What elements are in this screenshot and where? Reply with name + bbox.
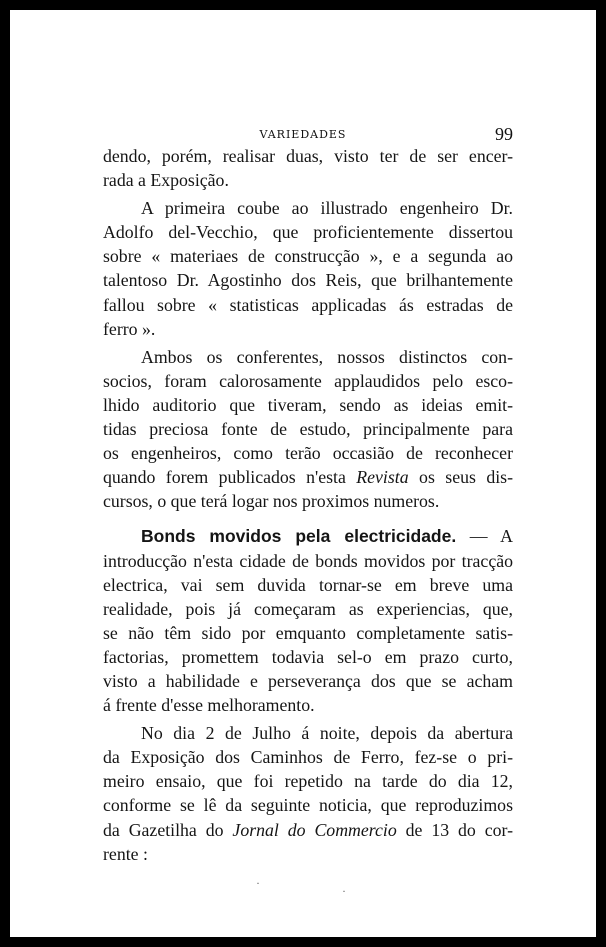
text-line: fallou sobre « statisticas applicadas ás estradas de <box>103 294 513 315</box>
text-line: rada a Exposição. <box>103 170 229 191</box>
text-line: Adolfo del-Vecchio, que proficientemente dissertou <box>103 222 513 243</box>
text-line: introducção n'esta cidade de bonds movidos por tracção <box>103 550 513 571</box>
text-line: visto a habilidade e perseverança dos que se acham <box>103 670 513 691</box>
text-line: meiro ensaio, que foi repetido na tarde do dia 12, <box>103 771 513 792</box>
text-line: factorias, promettem todavia sel-o em prazo curto, <box>103 646 513 667</box>
italic-title: Jornal do Commercio <box>232 819 397 840</box>
text-line: cursos, o que terá logar nos proximos numeros. <box>103 491 440 512</box>
text-line: electrica, vai sem duvida tornar-se em breve uma <box>103 574 513 595</box>
text-line: A primeira coube ao illustrado engenheiro Dr. <box>141 198 513 219</box>
text-line: rente : <box>103 843 148 864</box>
text-line: da Exposição dos Caminhos de Ferro, fez-se o pri- <box>103 747 513 768</box>
paragraph-applause <box>103 345 513 514</box>
text-segment: os seus dis- <box>408 467 513 488</box>
text-segment: quando forem publicados n'esta <box>103 467 357 488</box>
text-line: sobre « materiaes de construcção », e a segunda ao <box>103 246 513 267</box>
text-line: Ambos os conferentes, nossos distinctos con- <box>141 346 513 367</box>
text-line: No dia 2 de Julho á noite, depois da abertura <box>141 723 513 744</box>
text-segment: de 13 do cor- <box>396 819 513 840</box>
section-title: Bonds movidos pela electricidade. <box>141 526 457 547</box>
text-line <box>103 465 513 489</box>
text-line: socios, foram calorosamente applaudidos pelo esco- <box>103 370 513 391</box>
text-line: se não têm sido por emquanto completamente satis- <box>103 622 513 643</box>
print-speck: · <box>342 884 346 898</box>
text-line: talentoso Dr. Agostinho dos Reis, que brilhantemente <box>103 270 513 291</box>
text-line <box>103 818 513 842</box>
book-page <box>10 10 596 937</box>
page-number: 99 <box>495 124 513 144</box>
section-heading-line <box>103 524 513 548</box>
text-line: dendo, porém, realisar duas, visto ter de ser encer- <box>103 146 513 166</box>
running-head: VARIEDADES <box>259 128 347 141</box>
text-line: conforme se lê da seguinte noticia, que reproduzimos <box>103 795 513 816</box>
section-electric-trams <box>103 524 513 717</box>
paragraph-continuation <box>103 144 513 192</box>
text-segment: da Gazetilha do <box>103 819 233 840</box>
paragraph-first-trial <box>103 721 513 866</box>
print-speck: · <box>256 876 260 890</box>
page-header <box>10 122 596 146</box>
text-line: ferro ». <box>103 318 156 339</box>
paragraph-lecturers <box>103 196 513 341</box>
text-line: á frente d'esse melhoramento. <box>103 695 315 716</box>
italic-title: Revista <box>356 467 409 488</box>
text-line: os engenheiros, como terão occasião de reconhecer <box>103 443 513 464</box>
text-line: tidas preciosa fonte de estudo, principalmente para <box>103 419 513 440</box>
text-segment: — A <box>456 526 513 547</box>
text-line: lhido auditorio que tiveram, sendo as ideias emit- <box>103 394 513 415</box>
text-line: realidade, pois já começaram as experiencias, que, <box>103 598 513 619</box>
page-body <box>103 144 513 866</box>
